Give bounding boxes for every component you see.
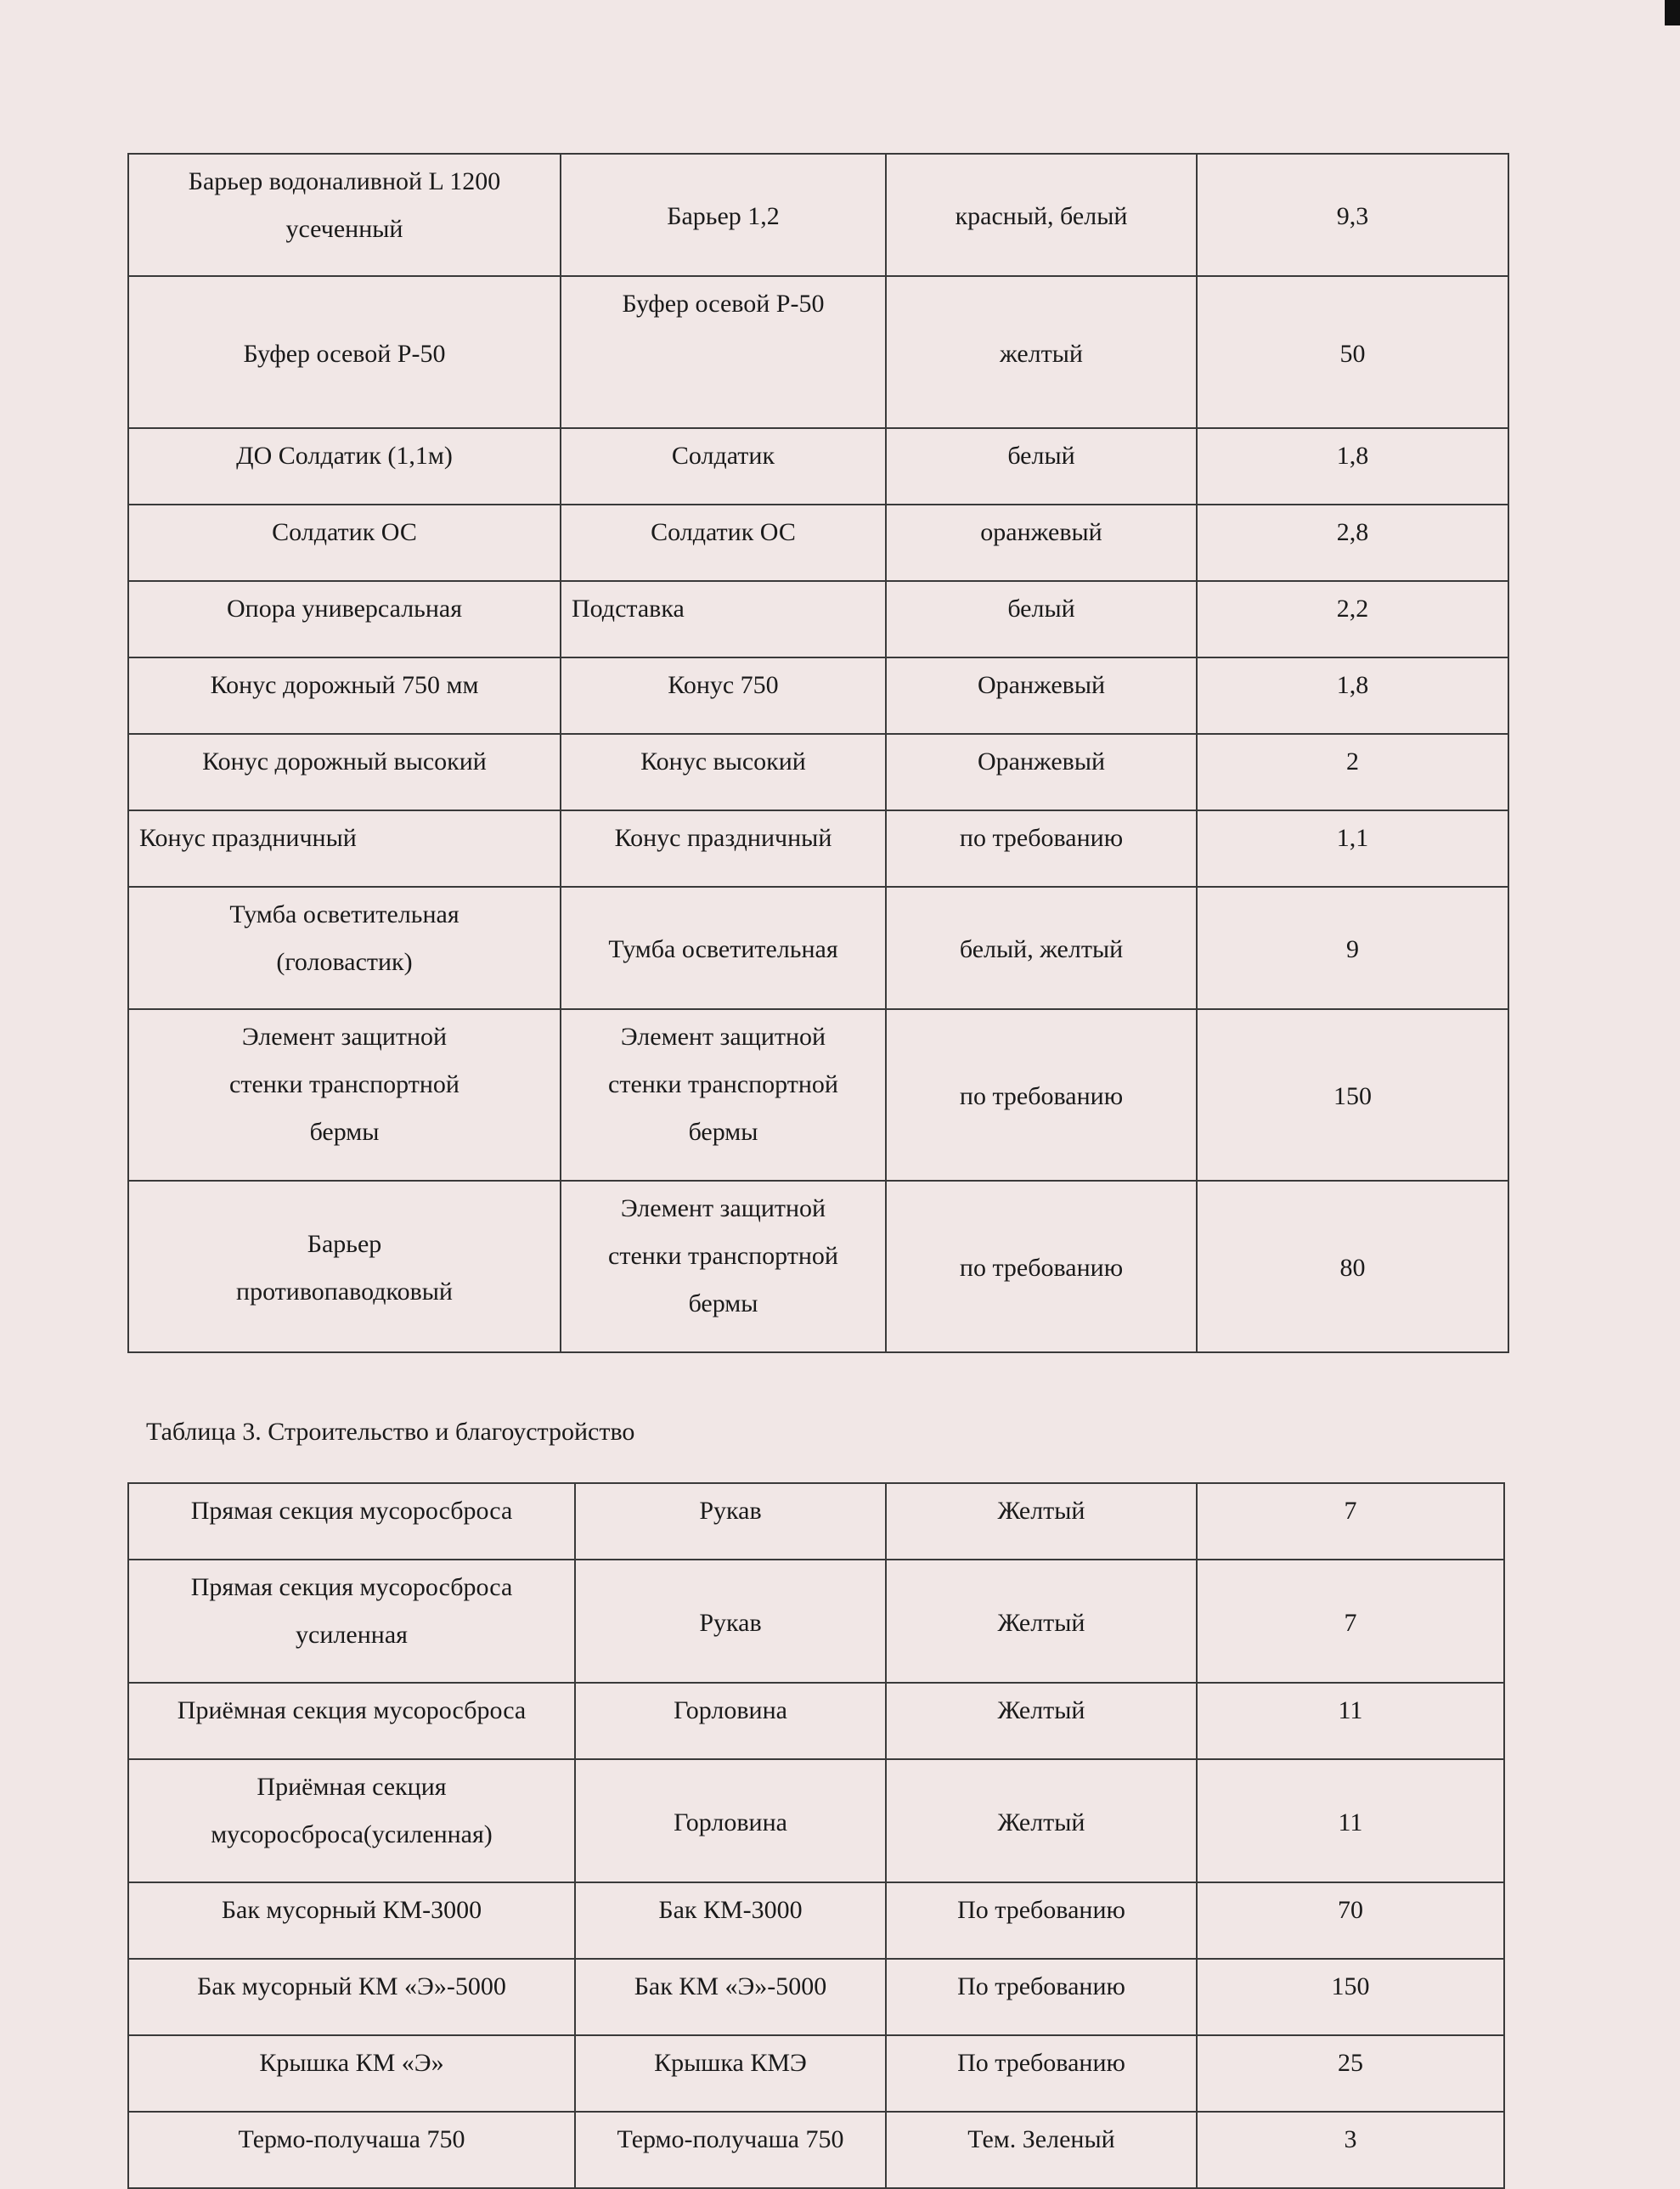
product-color-cell: Желтый xyxy=(886,1759,1197,1882)
product-name-cell: Барьер противопаводковый xyxy=(128,1181,561,1352)
product-model-cell: Тумба осветительная xyxy=(561,887,886,1009)
product-weight-cell: 11 xyxy=(1197,1683,1504,1759)
product-name-cell: Термо-получаша 750 xyxy=(128,2112,575,2188)
product-weight-cell: 2,2 xyxy=(1197,581,1508,657)
table-row xyxy=(128,1683,1504,1759)
product-weight-cell: 1,1 xyxy=(1197,810,1508,887)
product-weight-cell: 9 xyxy=(1197,887,1508,1009)
product-weight-cell: 25 xyxy=(1197,2035,1504,2112)
product-color-cell: оранжевый xyxy=(886,505,1197,581)
product-name-cell: Элемент защитной стенки транспортной бермы xyxy=(128,1009,561,1181)
product-weight-cell: 3 xyxy=(1197,2112,1504,2188)
table-row xyxy=(128,428,1508,505)
product-color-cell: по требованию xyxy=(886,810,1197,887)
product-name-cell: Барьер водоналивной L 1200 усеченный xyxy=(128,154,561,276)
table-row xyxy=(128,276,1508,428)
product-color-cell: По требованию xyxy=(886,2035,1197,2112)
product-weight-cell: 70 xyxy=(1197,1882,1504,1959)
product-model-cell: Конус высокий xyxy=(561,734,886,810)
product-color-cell: Желтый xyxy=(886,1483,1197,1560)
product-color-cell: по требованию xyxy=(886,1181,1197,1352)
product-name-cell: Крышка КМ «Э» xyxy=(128,2035,575,2112)
table-row xyxy=(128,1882,1504,1959)
product-name-cell: Приёмная секция мусоросброса(усиленная) xyxy=(128,1759,575,1882)
product-name-cell: Прямая секция мусоросброса xyxy=(128,1483,575,1560)
table-row xyxy=(128,1483,1504,1560)
product-weight-cell: 150 xyxy=(1197,1959,1504,2035)
product-weight-cell: 7 xyxy=(1197,1560,1504,1683)
product-color-cell: красный, белый xyxy=(886,154,1197,276)
product-name-cell: Приёмная секция мусоросброса xyxy=(128,1683,575,1759)
product-model-cell: Рукав xyxy=(575,1560,886,1683)
product-weight-cell: 50 xyxy=(1197,276,1508,428)
products-table-continued xyxy=(127,153,1509,1353)
product-weight-cell: 80 xyxy=(1197,1181,1508,1352)
table-row xyxy=(128,1759,1504,1882)
product-model-cell: Крышка КМЭ xyxy=(575,2035,886,2112)
product-model-cell: Элемент защитной стенки транспортной бермы xyxy=(561,1181,886,1352)
product-color-cell: желтый xyxy=(886,276,1197,428)
product-color-cell: белый, желтый xyxy=(886,887,1197,1009)
product-model-cell: Термо-получаша 750 xyxy=(575,2112,886,2188)
construction-table xyxy=(127,1482,1505,2189)
product-weight-cell: 150 xyxy=(1197,1009,1508,1181)
product-model-cell: Горловина xyxy=(575,1759,886,1882)
product-weight-cell: 9,3 xyxy=(1197,154,1508,276)
product-weight-cell: 2 xyxy=(1197,734,1508,810)
product-name-cell: Солдатик ОС xyxy=(128,505,561,581)
product-color-cell: Тем. Зеленый xyxy=(886,2112,1197,2188)
product-model-cell: Конус праздничный xyxy=(561,810,886,887)
product-model-cell: Бак КМ-3000 xyxy=(575,1882,886,1959)
product-model-cell: Рукав xyxy=(575,1483,886,1560)
product-color-cell: по требованию xyxy=(886,1009,1197,1181)
product-name-cell: ДО Солдатик (1,1м) xyxy=(128,428,561,505)
table-row xyxy=(128,505,1508,581)
product-name-cell: Опора универсальная xyxy=(128,581,561,657)
product-color-cell: Оранжевый xyxy=(886,657,1197,734)
product-model-cell: Конус 750 xyxy=(561,657,886,734)
table-row xyxy=(128,1959,1504,2035)
product-name-cell: Прямая секция мусоросброса усиленная xyxy=(128,1560,575,1683)
table-row xyxy=(128,734,1508,810)
product-color-cell: белый xyxy=(886,428,1197,505)
product-model-cell: Горловина xyxy=(575,1683,886,1759)
product-model-cell: Солдатик ОС xyxy=(561,505,886,581)
product-model-cell: Буфер осевой Р-50 xyxy=(561,276,886,428)
table-row xyxy=(128,810,1508,887)
product-name-cell: Буфер осевой Р-50 xyxy=(128,276,561,428)
table-row xyxy=(128,1560,1504,1683)
product-name-cell: Тумба осветительная (головастик) xyxy=(128,887,561,1009)
table-row xyxy=(128,657,1508,734)
table-row xyxy=(128,1181,1508,1352)
product-weight-cell: 1,8 xyxy=(1197,428,1508,505)
product-name-cell: Бак мусорный КМ «Э»-5000 xyxy=(128,1959,575,2035)
product-name-cell: Конус праздничный xyxy=(128,810,561,887)
product-weight-cell: 1,8 xyxy=(1197,657,1508,734)
table-row xyxy=(128,887,1508,1009)
product-color-cell: По требованию xyxy=(886,1959,1197,2035)
table-row xyxy=(128,1009,1508,1181)
product-model-cell: Элемент защитной стенки транспортной бермы xyxy=(561,1009,886,1181)
page-edge-mark xyxy=(1665,0,1680,25)
product-model-cell: Барьер 1,2 xyxy=(561,154,886,276)
table-row xyxy=(128,2112,1504,2188)
product-color-cell: белый xyxy=(886,581,1197,657)
table-row xyxy=(128,2035,1504,2112)
table-row xyxy=(128,581,1508,657)
product-name-cell: Конус дорожный 750 мм xyxy=(128,657,561,734)
product-name-cell: Конус дорожный высокий xyxy=(128,734,561,810)
table-row xyxy=(128,154,1508,276)
product-name-cell: Бак мусорный КМ-3000 xyxy=(128,1882,575,1959)
table-caption: Таблица 3. Строительство и благоустройство xyxy=(146,1418,635,1446)
product-color-cell: Оранжевый xyxy=(886,734,1197,810)
product-weight-cell: 7 xyxy=(1197,1483,1504,1560)
product-color-cell: Желтый xyxy=(886,1683,1197,1759)
product-model-cell: Бак КМ «Э»-5000 xyxy=(575,1959,886,2035)
product-color-cell: По требованию xyxy=(886,1882,1197,1959)
product-model-cell: Солдатик xyxy=(561,428,886,505)
product-color-cell: Желтый xyxy=(886,1560,1197,1683)
product-weight-cell: 11 xyxy=(1197,1759,1504,1882)
product-model-cell: Подставка xyxy=(561,581,886,657)
product-weight-cell: 2,8 xyxy=(1197,505,1508,581)
